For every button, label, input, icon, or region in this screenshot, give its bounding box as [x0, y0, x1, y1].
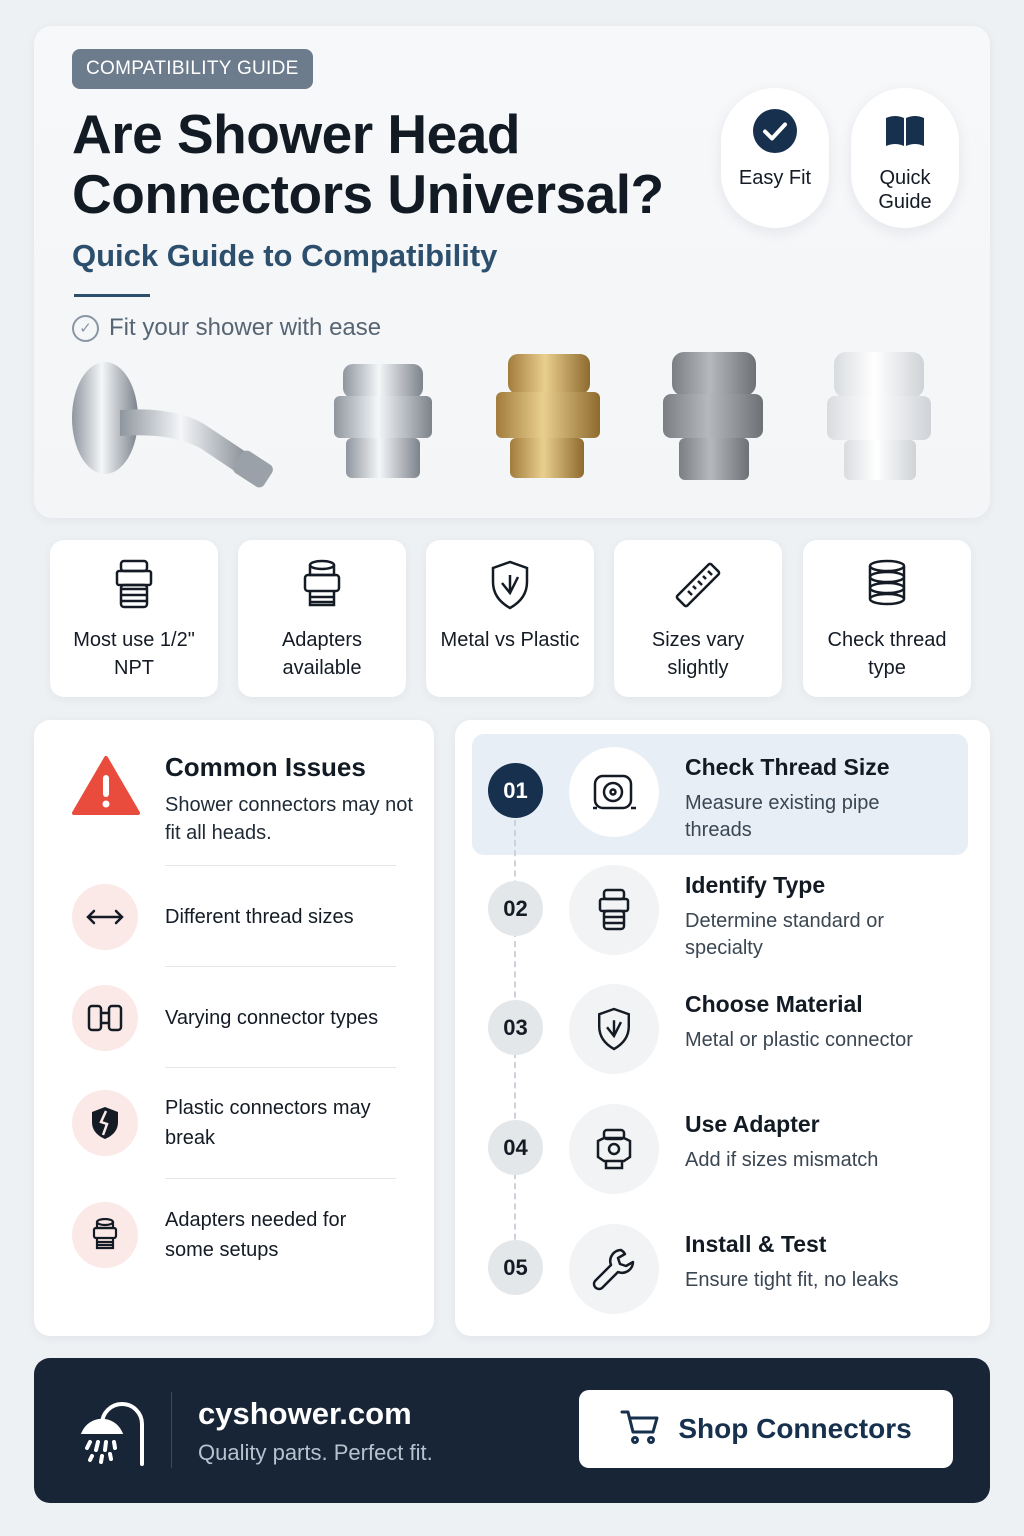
- issue-label: Varying connector types: [165, 1007, 379, 1029]
- issue-label: Different thread sizes: [165, 906, 354, 928]
- step-title: Use Adapter: [685, 1111, 820, 1137]
- feature-card-thread: [803, 540, 971, 697]
- open-book-icon: [882, 108, 928, 154]
- category-badge: COMPATIBILITY GUIDE: [72, 49, 313, 89]
- footer-tagline: Quality parts. Perfect fit.: [198, 1440, 433, 1465]
- shield-icon: [569, 984, 659, 1074]
- step-number: 01: [488, 763, 543, 818]
- shower-arm-image: [72, 362, 275, 490]
- step-item: [472, 736, 968, 846]
- steps-card: [455, 720, 990, 1336]
- divider: [165, 1178, 396, 1179]
- pill-easy-fit: [721, 88, 829, 228]
- step-number: 04: [488, 1120, 543, 1175]
- title-underline: [74, 294, 150, 297]
- pill-quick-guide: [851, 88, 959, 228]
- product-lineup: [60, 348, 960, 498]
- shower-head-icon: [76, 1394, 150, 1473]
- hero-tagline-text: Fit your shower with ease: [109, 314, 382, 341]
- step-number: 03: [488, 1000, 543, 1055]
- gray-pvc-connector-image: [663, 352, 763, 480]
- issues-description: Shower connectors may not fit all heads.: [165, 794, 413, 844]
- adapter-nut-icon: [569, 1104, 659, 1194]
- step-description: Ensure tight fit, no leaks: [685, 1269, 899, 1291]
- adapter-icon: [295, 558, 349, 612]
- wrench-icon: [569, 1224, 659, 1314]
- chrome-connector-image: [334, 364, 432, 478]
- feature-label: Check thread type: [827, 629, 947, 679]
- cart-icon: [620, 1409, 660, 1450]
- hero-tagline: [72, 314, 381, 342]
- common-issues-card: [34, 720, 434, 1336]
- feature-label: Metal vs Plastic: [440, 629, 580, 651]
- step-item: [472, 1213, 968, 1323]
- connector-pair-icon: [72, 985, 138, 1051]
- step-item: [472, 854, 968, 964]
- footer-divider: [171, 1392, 172, 1468]
- threaded-fitting-icon: [569, 865, 659, 955]
- footer-domain[interactable]: cyshower.com: [198, 1396, 412, 1431]
- step-description: Metal or plastic connector: [685, 1029, 913, 1051]
- divider: [165, 1067, 396, 1068]
- issue-item: [72, 1200, 412, 1270]
- footer-banner: [34, 1358, 990, 1503]
- step-title: Check Thread Size: [685, 754, 890, 780]
- tape-measure-icon: [569, 747, 659, 837]
- thread-coil-icon: [860, 558, 914, 612]
- step-number: 02: [488, 881, 543, 936]
- adapter-icon: [72, 1202, 138, 1268]
- step-title: Identify Type: [685, 872, 826, 898]
- divider: [165, 966, 396, 967]
- issue-item: [72, 882, 412, 952]
- step-item: [472, 1093, 968, 1203]
- double-arrow-icon: [72, 884, 138, 950]
- feature-card-npt: [50, 540, 218, 697]
- divider: [165, 865, 396, 866]
- step-item: [472, 973, 968, 1083]
- shield-icon: [483, 558, 537, 612]
- feature-label: Adapters available: [281, 629, 363, 679]
- step-description: Determine standard or specialty: [685, 910, 884, 959]
- issue-item: [72, 983, 412, 1053]
- issues-title: Common Issues: [165, 752, 366, 782]
- warning-icon: [72, 755, 140, 822]
- ruler-icon: [671, 558, 725, 612]
- step-title: Install & Test: [685, 1231, 827, 1257]
- pill-label: Easy Fit: [738, 167, 812, 189]
- feature-card-adapters: [238, 540, 406, 697]
- shop-connectors-button[interactable]: [579, 1390, 953, 1468]
- threaded-fitting-icon: [107, 558, 161, 612]
- issue-label: Plastic connectors may break: [165, 1097, 371, 1149]
- check-icon: ✓: [72, 315, 99, 342]
- feature-card-sizes: [614, 540, 782, 697]
- feature-label: Sizes vary slightly: [651, 629, 745, 679]
- page-subtitle: Quick Guide to Compatibility: [72, 238, 498, 273]
- brass-connector-image: [496, 354, 600, 478]
- broken-shield-icon: [72, 1090, 138, 1156]
- white-plastic-connector-image: [827, 352, 931, 480]
- step-title: Choose Material: [685, 991, 863, 1017]
- check-circle-icon: [752, 108, 798, 154]
- shop-button-label: Shop Connectors: [678, 1413, 912, 1444]
- issue-label: Adapters needed for some setups: [165, 1209, 347, 1261]
- issue-item: [72, 1088, 412, 1158]
- step-description: Measure existing pipe threads: [685, 792, 880, 841]
- feature-card-material: [426, 540, 594, 697]
- page-title: Are Shower Head Connectors Universal?: [72, 103, 664, 225]
- step-description: Add if sizes mismatch: [685, 1149, 879, 1171]
- pill-label: Quick Guide: [878, 167, 932, 213]
- step-number: 05: [488, 1240, 543, 1295]
- feature-label: Most use 1/2" NPT: [73, 629, 195, 679]
